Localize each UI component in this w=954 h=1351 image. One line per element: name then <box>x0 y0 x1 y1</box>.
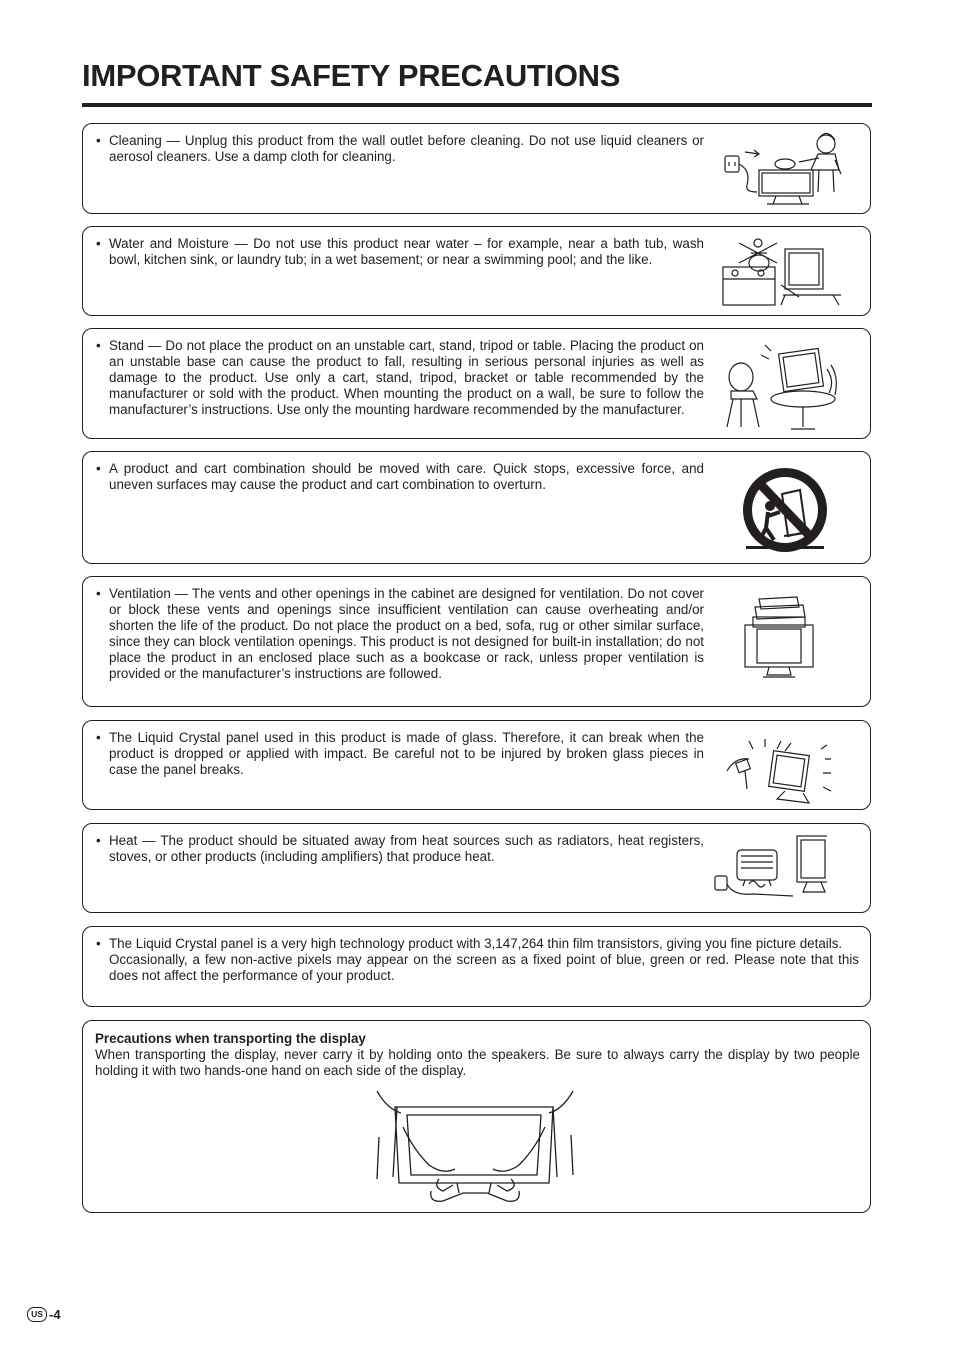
title-rule <box>82 103 872 107</box>
transport-text: When transporting the display, never carry it by holding onto the speakers. Be sure to always carry the display by two people holding it with two hands-one hand on each side of the display. <box>95 1047 860 1078</box>
bullet: • <box>96 833 101 848</box>
ventilation-icon <box>743 595 819 681</box>
bullet: • <box>96 730 101 745</box>
stand-icon <box>725 341 841 433</box>
page-number: -4 <box>49 1307 61 1322</box>
bullet: • <box>96 461 101 476</box>
page-title: IMPORTANT SAFETY PRECAUTIONS <box>82 58 621 93</box>
section-lcd-pixels <box>82 926 871 1007</box>
section-ventilation <box>82 576 871 707</box>
section-text: Heat — The product should be situated away from heat sources such as radiators, heat registers, stoves, or other products (including amplifiers) that produce heat. <box>109 833 704 864</box>
section-heat <box>82 823 871 913</box>
page-footer <box>27 1307 61 1322</box>
cart-tip-warning-icon <box>740 466 830 554</box>
transport-heading: Precautions when transporting the display <box>95 1031 366 1046</box>
heat-source-icon <box>713 834 827 908</box>
section-glass <box>82 720 871 810</box>
bullet: • <box>96 936 101 951</box>
section-cart <box>82 451 871 564</box>
section-cleaning <box>82 123 871 214</box>
lcd-note-line2: Occasionally, a few non-active pixels may appear on the screen as a fixed point of blue, green or red. Please note that this does not affect the performance of your product. <box>109 952 859 983</box>
bullet: • <box>96 338 101 353</box>
glass-impact-icon <box>725 737 841 805</box>
region-badge: US <box>27 1307 47 1322</box>
lcd-note-line1: The Liquid Crystal panel is a very high technology product with 3,147,264 thin film transistors, giving you fine picture details. <box>109 936 843 951</box>
bullet: • <box>96 586 101 601</box>
section-text: Stand — Do not place the product on an unstable cart, stand, tripod or table. Placing the product on an unstable base can cause the product to fall, resulting in serious personal injuries as well as damage to the product. Use only a cart, stand, tripod, bracket or table recommended by the manufacturer or sold with the product. When mounting the product on a wall, be sure to follow the manufacturer’s instructions. Use only the mounting hardware recommended by the manufacturer. <box>109 338 704 417</box>
cleaning-icon <box>721 130 847 210</box>
bullet: • <box>96 133 101 148</box>
section-text: Cleaning — Unplug this product from the wall outlet before cleaning. Do not use liquid cleaners or aerosol cleaners. Use a damp cloth for cleaning. <box>109 133 704 164</box>
section-transport <box>82 1020 871 1213</box>
section-stand <box>82 328 871 439</box>
section-text: A product and cart combination should be moved with care. Quick stops, excessive force, and uneven surfaces may cause the product and cart combination to overturn. <box>109 461 704 492</box>
section-water <box>82 226 871 316</box>
section-text: Ventilation — The vents and other openings in the cabinet are designed for ventilation. Do not cover or block these vents and openings since insufficient ventilation can cause overheating and/or shorten the life of the product. Do not place the product on a bed, sofa, rug or other similar surface, since they can block ventilation openings. This product is not designed for built-in installation; do not place the product in an enclosed place such as a bookcase or rack, unless proper ventilation is provided or the manufacturer’s instructions are followed. <box>109 586 704 681</box>
carry-display-icon <box>373 1087 583 1207</box>
bullet: • <box>96 236 101 251</box>
section-text: The Liquid Crystal panel used in this product is made of glass. Therefore, it can break when the product is dropped or applied with impact. Be careful not to be injured by broken glass pieces in case the panel breaks. <box>109 730 704 777</box>
water-icon <box>721 237 847 307</box>
section-text: Water and Moisture — Do not use this product near water – for example, near a bath tub, wash bowl, kitchen sink, or laundry tub; in a wet basement; or near a swimming pool; and the like. <box>109 236 704 267</box>
